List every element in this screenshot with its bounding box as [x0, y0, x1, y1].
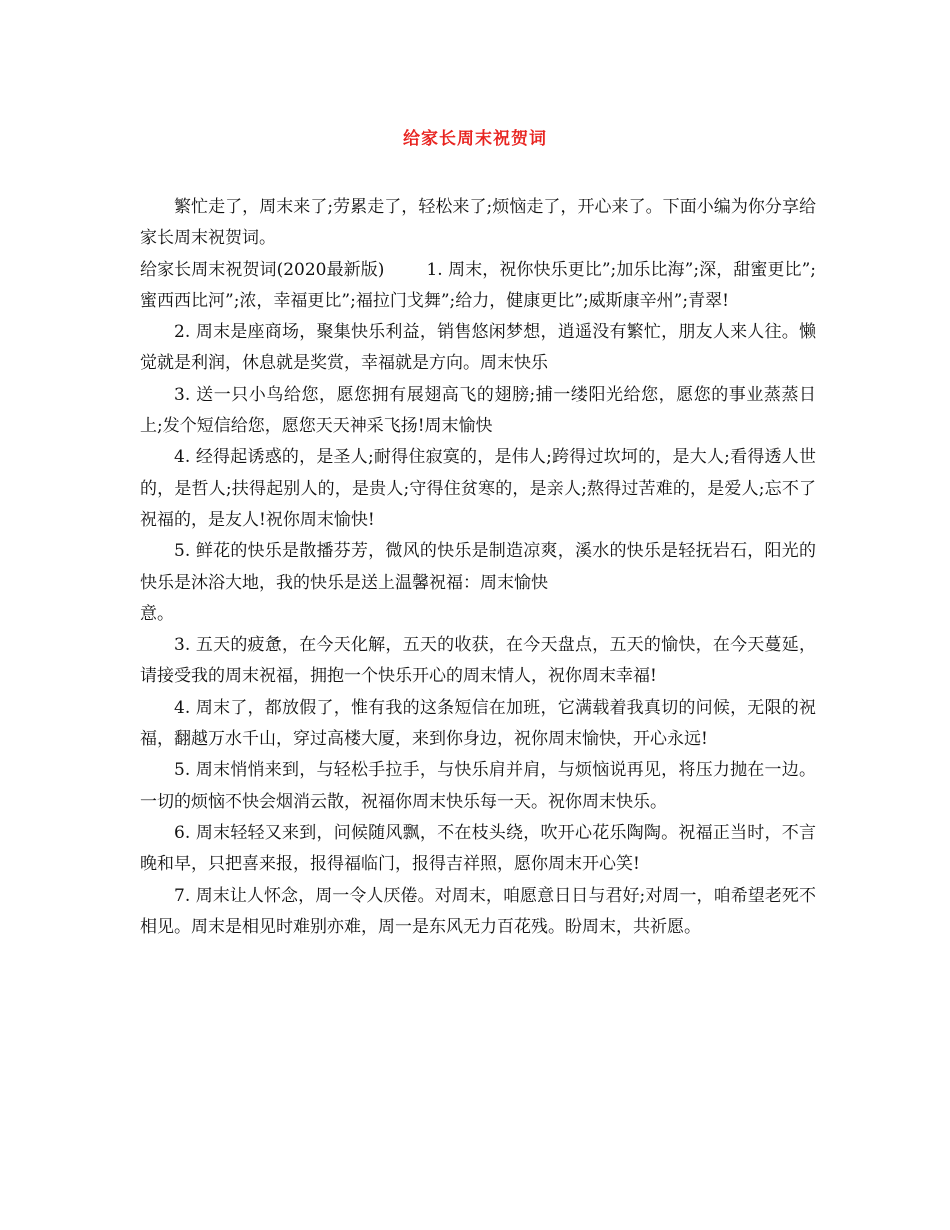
- list-item: 3. 送一只小鸟给您，愿您拥有展翅高飞的翅膀;捕一缕阳光给您，愿您的事业蒸蒸日上;发个短信给您，愿您天天神采飞扬!周末愉快: [140, 384, 816, 437]
- list-item: 5. 鲜花的快乐是散播芬芳，微风的快乐是制造凉爽，溪水的快乐是轻抚岩石，阳光的快乐是沐浴大地，我的快乐是送上温馨祝福：周末愉快: [140, 541, 816, 593]
- section-heading: 给家长周末祝贺词(2020最新版): [140, 259, 385, 280]
- section-paragraph: [140, 255, 816, 318]
- list-item: 4. 周末了，都放假了，惟有我的这条短信在加班，它满载着我真切的问候，无限的祝福，翻越万水千山，穿过高楼大厦，来到你身边，祝你周末愉快，开心永远!: [140, 697, 816, 750]
- list-item: 2. 周末是座商场，聚集快乐利益，销售悠闲梦想，逍遥没有繁忙，朋友人来人往。懒觉就是利润，休息就是奖赏，幸福就是方向。周末快乐: [140, 322, 816, 374]
- document-body: [140, 192, 816, 943]
- list-item: 5. 周末悄悄来到，与轻松手拉手，与快乐肩并肩，与烦恼说再见，将压力抛在一边。一切的烦恼不快会烟消云散，祝福你周末快乐每一天。祝你周末快乐。: [140, 760, 816, 812]
- orphan-line: 意。: [140, 603, 174, 624]
- list-item: 4. 经得起诱惑的，是圣人;耐得住寂寞的，是伟人;跨得过坎坷的，是大人;看得透人世的，是哲人;扶得起别人的，是贵人;守得住贫寒的，是亲人;熬得过苦难的，是爱人;忘不了祝福的，是友人!祝你周末愉快!: [140, 447, 816, 530]
- document-title: 给家长周末祝贺词: [403, 129, 547, 149]
- intro-paragraph: 繁忙走了，周末来了;劳累走了，轻松来了;烦恼走了，开心来了。下面小编为你分享给家长周末祝贺词。: [140, 197, 816, 249]
- list-item: 6. 周末轻轻又来到，问候随风飘，不在枝头绕，吹开心花乐陶陶。祝福正当时，不言晚和早，只把喜来报，报得福临门，报得吉祥照，愿你周末开心笑!: [140, 822, 816, 875]
- list-item-1: 1. 周末，祝你快乐更比”;加乐比海”;深，甜蜜更比”;蜜西西比河”;浓，幸福更比”;福拉门戈舞”;给力，健康更比”;威斯康辛州”;青翠!: [140, 259, 816, 311]
- list-item: 7. 周末让人怀念，周一令人厌倦。对周末，咱愿意日日与君好;对周一，咱希望老死不相见。周末是相见时难别亦难，周一是东风无力百花残。盼周末，共祈愿。: [140, 885, 816, 937]
- list-item: 3. 五天的疲惫，在今天化解，五天的收获，在今天盘点，五天的愉快，在今天蔓延，请接受我的周末祝福，拥抱一个快乐开心的周末情人，祝你周末幸福!: [140, 635, 816, 687]
